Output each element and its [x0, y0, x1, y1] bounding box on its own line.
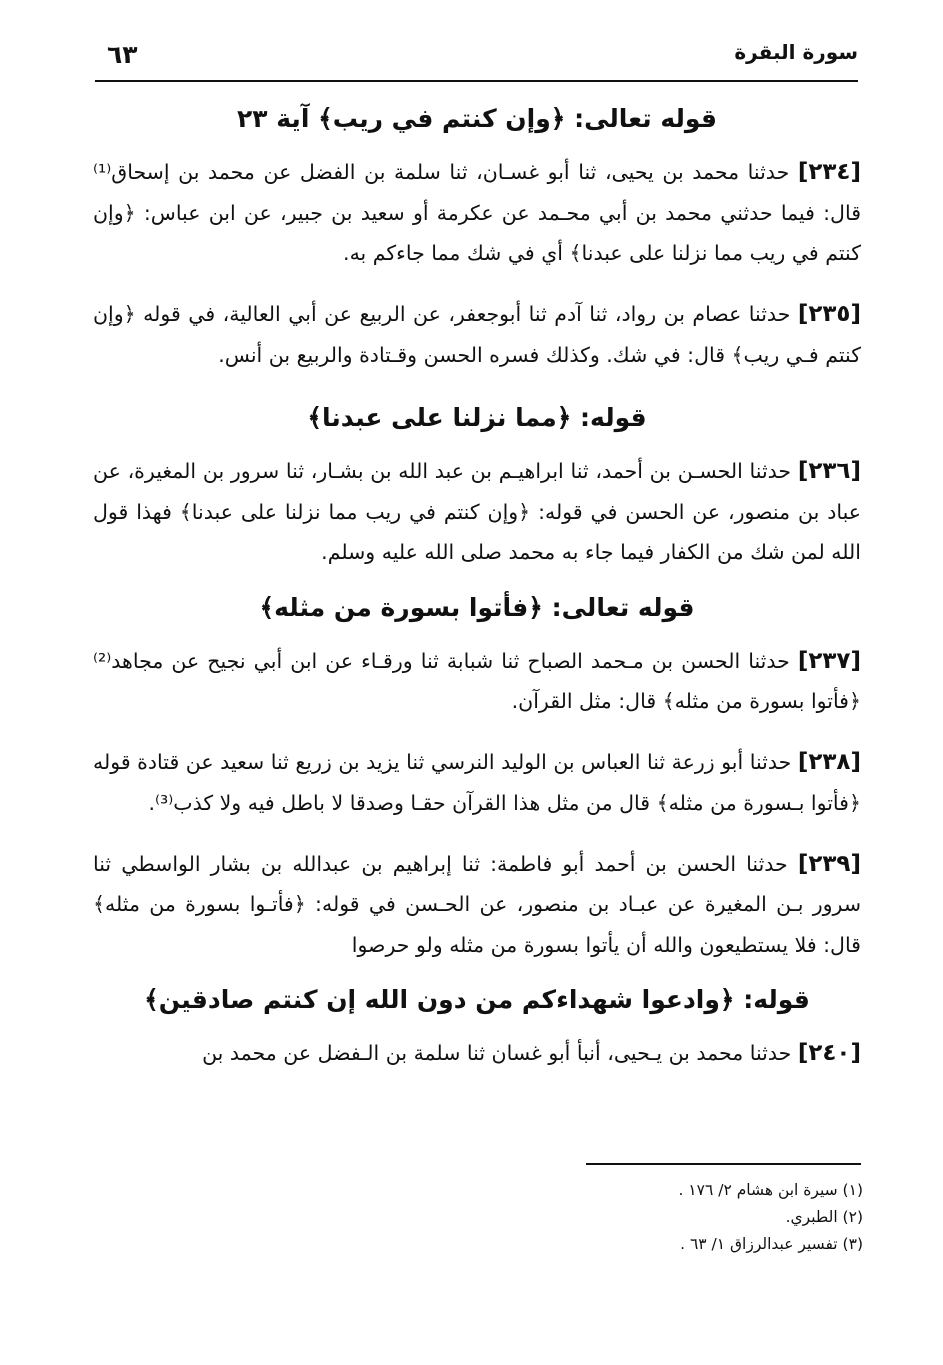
hadith-paragraph	[93, 1033, 861, 1074]
hadith-number: [٢٣٨]	[797, 749, 861, 775]
hadith-text: حدثنا الحسن بن أحمد أبو فاطمة: ثنا إبراهيم بن عبدالله بن بشار الواسطي ثنا سرور بـن المغيرة عن عبـاد بن منصور، عن الحـسن في قوله: ﴿فأتـوا بسورة من مثله﴾ قال: فلا يستطيعون والله أن يأتوا بسورة من مثله ولو حرصوا	[93, 851, 861, 957]
hadith-paragraph	[93, 641, 861, 722]
page-number: ٦٣	[107, 40, 138, 69]
footnote: (٣) تفسير عبدالرزاق ١/ ٦٣ .	[680, 1235, 863, 1253]
main-text	[93, 92, 861, 1084]
hadith-text: حدثنا الحسن بن مـحمد الصباح ثنا شبابة ثنا ورقـاء عن ابن أبي نجيح عن مجاهد⁽²⁾ ﴿فأتوا بسورة من مثله﴾ قال: مثل القرآن.	[93, 648, 861, 713]
section-heading: قوله: ﴿مما نزلنا على عبدنا﴾	[307, 403, 647, 432]
hadith-text: حدثنا محمد بن يـحيى، أنبأ أبو غسان ثنا سلمة بن الـفضل عن محمد بن	[202, 1041, 798, 1065]
hadith-number: [٢٤٠]	[797, 1040, 861, 1066]
hadith-paragraph	[93, 294, 861, 375]
hadith-number: [٢٣٦]	[797, 458, 861, 484]
hadith-text: حدثنا عصام بن رواد، ثنا آدم ثنا أبوجعفر، عن الربيع عن أبي العالية، في قوله ﴿وإن كنتم فـي ريب﴾ قال: في شك. وكذلك فسره الحسن وقـتادة والربيع بن أنس.	[93, 302, 861, 367]
hadith-number: [٢٣٤]	[797, 159, 861, 185]
hadith-text: حدثنا محمد بن يحيى، ثنا أبو غسـان، ثنا سلمة بن الفضل عن محمد بن إسحاق⁽¹⁾ قال: فيما حدثني محمد بن أبي محـمد عن عكرمة أو سعيد بن جبير، عن ابن عباس: ﴿وإن كنتم في ريب مما نزلنا على عبدنا﴾ أي في شك مما جاءكم به.	[93, 160, 861, 265]
footnote-separator	[586, 1163, 861, 1165]
footnote: (١) سيرة ابن هشام ٢/ ١٧٦ .	[678, 1181, 863, 1199]
hadith-number: [٢٣٧]	[797, 647, 861, 674]
hadith-number: [٢٣٥]	[797, 301, 861, 327]
hadith-paragraph	[93, 152, 861, 274]
page-header	[95, 28, 858, 82]
hadith-number: [٢٣٩]	[797, 850, 861, 877]
footnote: (٢) الطبري.	[785, 1208, 863, 1226]
footnotes	[400, 1177, 863, 1258]
hadith-paragraph	[93, 742, 861, 823]
hadith-paragraph	[93, 451, 861, 573]
surah-title: سورة البقرة	[734, 40, 858, 64]
hadith-paragraph	[93, 844, 861, 966]
section-heading: قوله: ﴿وادعوا شهداءكم من دون الله إن كنتم صادقين﴾	[144, 985, 810, 1014]
hadith-text: حدثنا الحسـن بن أحمد، ثنا ابراهيـم بن عبد الله بن بشـار، ثنا سرور بن المغيرة، عن عباد بن منصور، عن الحسن في قوله: ﴿وإن كنتم في ريب مما نزلنا على عبدنا﴾ فهذا قول الله لمن شك من الكفار فيما جاء به محمد صلى الله عليه وسلم.	[93, 459, 861, 564]
hadith-text: حدثنا أبو زرعة ثنا العباس بن الوليد النرسي ثنا يزيد بن زريع ثنا سعيد عن قتادة قوله ﴿فأتوا بـسورة من مثله﴾ قال من مثل هذا القرآن حقـا وصدقا لا باطل فيه ولا كذب⁽³⁾.	[93, 750, 861, 815]
section-heading: قوله تعالى: ﴿وإن كنتم في ريب﴾ آية ٢٣	[237, 104, 717, 133]
section-heading: قوله تعالى: ﴿فأتوا بسورة من مثله﴾	[259, 592, 695, 622]
